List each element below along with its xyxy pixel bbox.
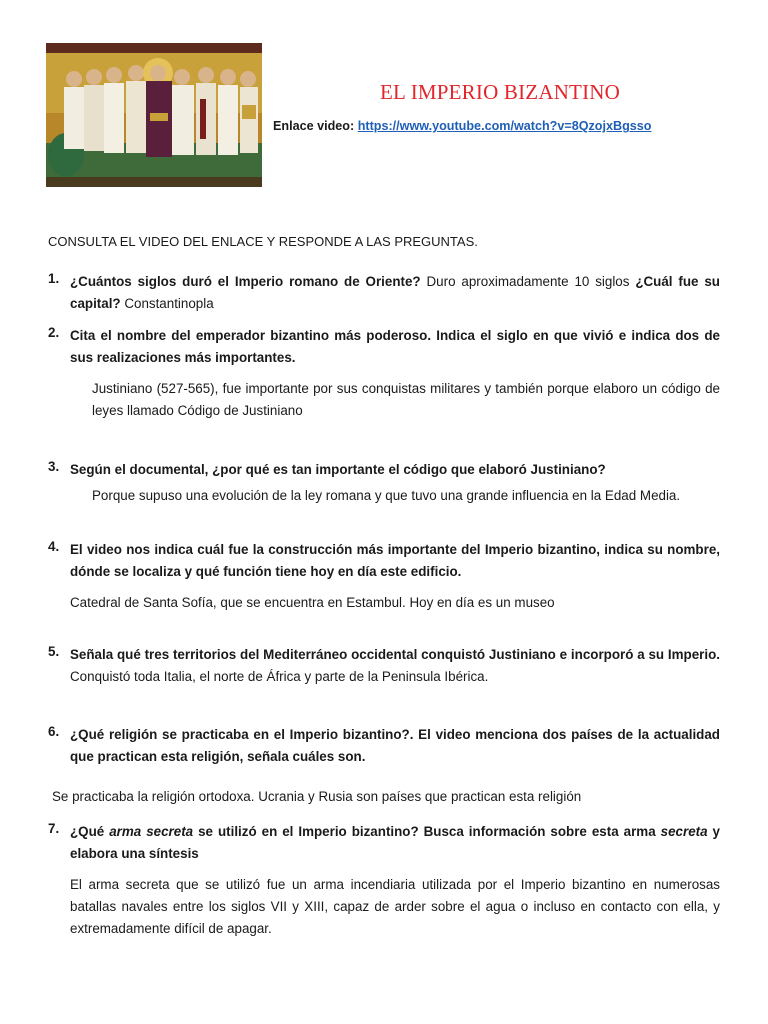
question-5 [48, 644, 720, 688]
question-text: ¿Cuántos siglos duró el Imperio romano de Oriente? [70, 274, 421, 289]
question-text: ¿Qué religión se practicaba en el Imperio bizantino?. El video menciona dos países de la actualidad que practican esta religión, señala cuáles son. [70, 727, 720, 764]
question-text: El video nos indica cuál fue la construcción más importante del Imperio bizantino, indica su nombre, dónde se localiza y qué función tiene hoy en día este edificio. [70, 542, 720, 579]
question-7 [48, 821, 720, 865]
answer-text: Se practicaba la religión ortodoxa. Ucrania y Rusia son países que practican esta religión [52, 789, 582, 804]
instructions: CONSULTA EL VIDEO DEL ENLACE Y RESPONDE A LAS PREGUNTAS. [48, 234, 478, 249]
question-3 [48, 459, 720, 481]
question-text [70, 821, 720, 865]
question-text: ¿Cuál fue su capital? [70, 274, 720, 311]
answer-text: Porque supuso una evolución de la ley romana y que tuvo una grande influencia en la Edad Media. [92, 488, 681, 503]
question-text-part: y elabora una síntesis [70, 824, 720, 861]
answer-text: Duro aproximadamente 10 siglos [420, 274, 636, 289]
answer-text: Catedral de Santa Sofía, que se encuentra en Estambul. Hoy en día es un museo [70, 595, 555, 610]
byzantine-mosaic-image [46, 43, 262, 187]
answer-text: Justiniano (527-565), fue importante por sus conquistas militares y también porque elaboro un código de leyes llamado Código de Justiniano [92, 381, 720, 418]
question-body [70, 271, 720, 315]
question-number: 2. [48, 325, 60, 340]
question-2 [48, 325, 720, 369]
question-6 [48, 724, 720, 768]
video-link-line [273, 119, 651, 133]
question-text: Según el documental, ¿por qué es tan importante el código que elaboró Justiniano? [70, 462, 606, 477]
question-number: 7. [48, 821, 60, 836]
question-text: Señala qué tres territorios del Mediterráneo occidental conquistó Justiniano e incorporó a su Imperio. [70, 647, 720, 662]
video-link[interactable]: https://www.youtube.com/watch?v=8QzojxBgsso [357, 119, 652, 133]
question-number: 4. [48, 539, 60, 554]
question-text: Cita el nombre del emperador bizantino más poderoso. Indica el siglo en que vivió e indica dos de sus realizaciones más importantes. [70, 328, 720, 365]
answer-text: El arma secreta que se utilizó fue un arma incendiaria utilizada por el Imperio bizantino en numerosas batallas navales entre los siglos VII y XIII, capaz de arder sobre el agua o incluso en contacto con ella, y extremadamente difícil de apagar. [70, 877, 720, 936]
question-text-part: ¿Qué [70, 824, 110, 839]
question-number: 1. [48, 271, 60, 286]
question-4 [48, 539, 720, 583]
question-emphasis: arma secreta [109, 824, 194, 839]
question-body [70, 644, 720, 688]
question-1 [48, 271, 720, 315]
question-text-part: se utilizó en el Imperio bizantino? Busca información sobre esta arma [193, 824, 661, 839]
answer-text: Constantinopla [124, 296, 214, 311]
question-number: 3. [48, 459, 60, 474]
question-number: 5. [48, 644, 60, 659]
video-link-label: Enlace video: [273, 119, 358, 133]
question-number: 6. [48, 724, 60, 739]
question-emphasis: secreta [660, 824, 708, 839]
page-title: EL IMPERIO BIZANTINO [379, 80, 621, 104]
answer-text: Conquistó toda Italia, el norte de África y parte de la Peninsula Ibérica. [70, 669, 489, 684]
